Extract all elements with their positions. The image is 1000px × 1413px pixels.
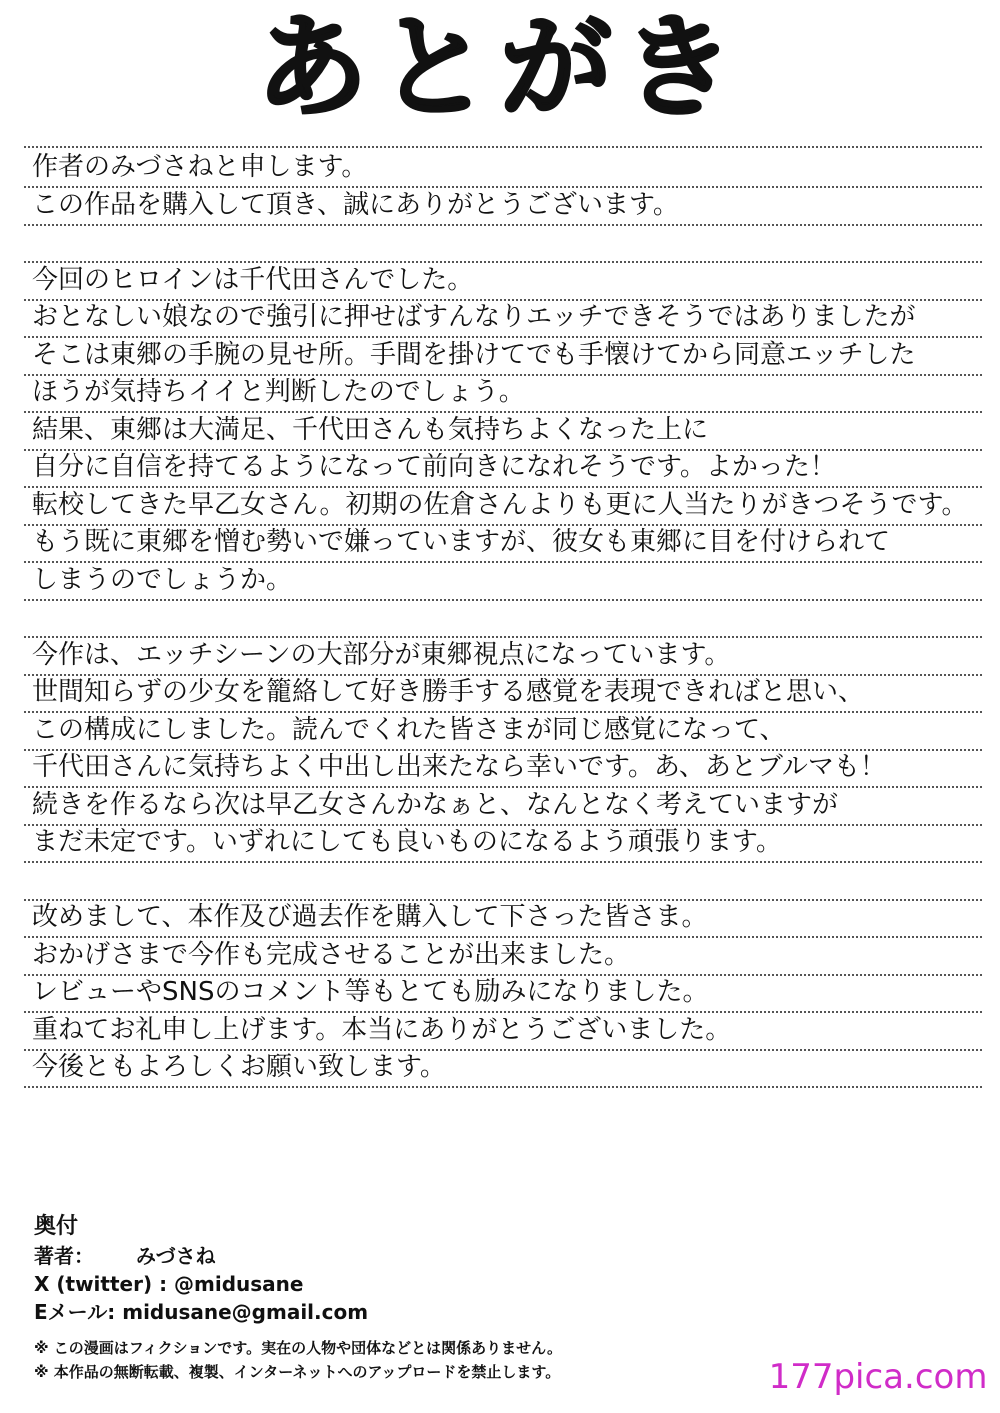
afterword-line: 今後ともよろしくお願い致します。 — [32, 1052, 446, 1082]
colophon — [34, 1212, 368, 1326]
afterword-line: この作品を購入して頂き、誠にありがとうございます。 — [32, 189, 679, 220]
afterword-line: まだ未定です。いずれにしても良いものになるよう頑張ります。 — [32, 827, 782, 857]
ruled-line — [24, 1086, 982, 1089]
afterword-line: 今作は、エッチシーンの大部分が東郷視点になっています。 — [32, 639, 731, 670]
afterword-line: 千代田さんに気持ちよく中出し出来たなら幸いです。あ、あとブルマも！ — [32, 752, 886, 782]
afterword-line: ほうが気持ちイイと判断したのでしょう。 — [32, 377, 525, 407]
afterword-line: レビューやSNSのコメント等もとても励みになりました。 — [32, 977, 709, 1007]
fiction-note: ※ この漫画はフィクションです。実在の人物や団体などとは関係ありません。 — [34, 1339, 563, 1357]
copyright-note: ※ 本作品の無断転載、複製、インターネットへのアップロードを禁止します。 — [34, 1363, 561, 1381]
afterword-line: 結果、東郷は大満足、千代田さんも気持ちよくなった上に — [32, 414, 709, 445]
ruled-line — [24, 599, 982, 602]
afterword-line: 重ねてお礼申し上げます。本当にありがとうございました。 — [32, 1014, 732, 1045]
afterword-line: この構成にしました。読んでくれた皆さまが同じ感覚になって、 — [32, 714, 786, 745]
afterword-line: もう既に東郷を憎む勢いで嫌っていますが、彼女も東郷に目を付けられて — [32, 527, 891, 557]
ruled-afterword-text — [24, 150, 982, 1170]
afterword-line: 世間知らずの少女を籠絡して好き勝手する感覚を表現できればと思い、 — [32, 677, 865, 707]
afterword-line: 作者のみづさねと申します。 — [32, 152, 368, 182]
site-watermark: 177pica.com — [760, 1345, 996, 1409]
afterword-line: 転校してきた早乙女さん。初期の佐倉さんよりも更に人当たりがきつそうです。 — [32, 489, 968, 520]
afterword-line: おとなしい娘なので強引に押せばすんなりエッチできそうではありましたが — [32, 302, 916, 332]
afterword-title: あとがき — [256, 3, 744, 133]
twitter-row: X (twitter) : @midusane — [34, 1272, 304, 1296]
afterword-line: おかげさまで今作も完成させることが出来ました。 — [32, 939, 631, 970]
author-label: 著者： — [34, 1244, 94, 1268]
afterword-line: 自分に自信を持てるようになって前向きになれそうです。よかった！ — [32, 452, 836, 482]
afterword-line: 今回のヒロインは千代田さんでした。 — [32, 264, 474, 295]
afterword-line: 改めまして、本作及び過去作を購入して下さった皆さま。 — [32, 902, 708, 932]
disclaimer-notes — [34, 1336, 562, 1384]
email-row: Eメール: midusane@gmail.com — [34, 1300, 369, 1324]
author-row — [34, 1242, 368, 1270]
afterword-line: しまうのでしょうか。 — [32, 564, 293, 595]
colophon-heading: 奥付 — [34, 1214, 79, 1239]
ruled-line — [24, 224, 982, 227]
ruled-divider — [24, 146, 982, 149]
ruled-line — [24, 861, 982, 864]
afterword-line: そこは東郷の手腕の見せ所。手間を掛けてでも手懐けてから同意エッチした — [32, 339, 916, 370]
afterword-line: 続きを作るなら次は早乙女さんかなぁと、なんとなく考えていますが — [32, 789, 839, 820]
author-name: みづさね — [136, 1244, 216, 1268]
